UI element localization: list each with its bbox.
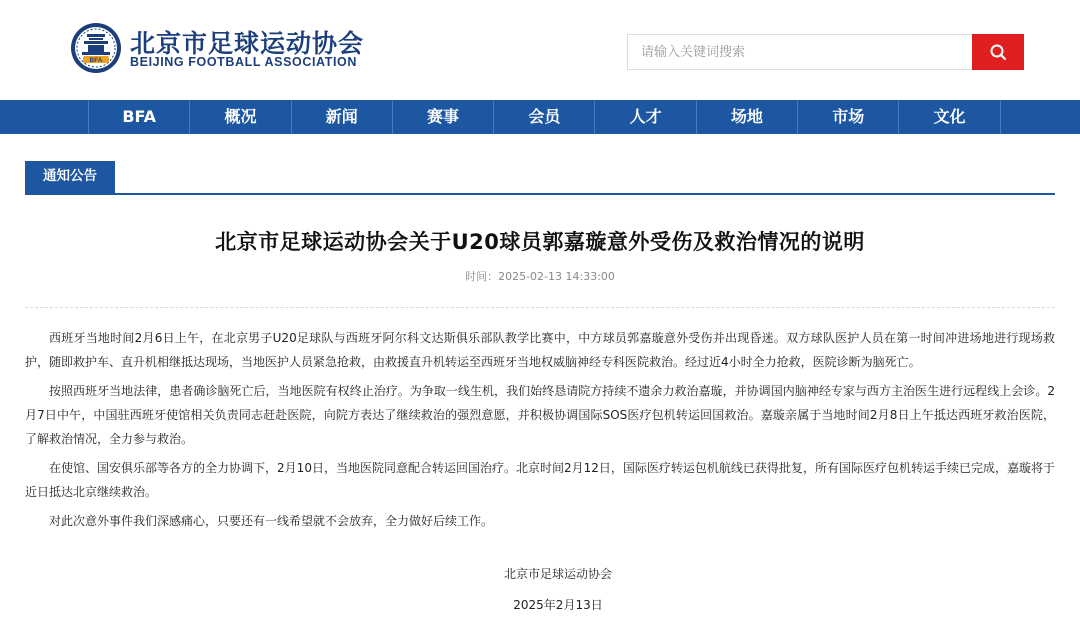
search-input[interactable] bbox=[627, 34, 973, 70]
nav-item-culture[interactable]: 文化 bbox=[899, 100, 1000, 134]
section-divider bbox=[25, 193, 1055, 195]
article-body bbox=[25, 326, 1055, 538]
article-title: 北京市足球运动协会关于U20球员郭嘉璇意外受伤及救治情况的说明 bbox=[215, 230, 865, 254]
search-button[interactable] bbox=[972, 34, 1024, 70]
nav-item-talent[interactable]: 人才 bbox=[595, 100, 696, 134]
logo-title-cn[interactable]: 北京市足球运动协会 bbox=[130, 29, 365, 58]
main-nav bbox=[0, 100, 1080, 134]
nav-item-bfa[interactable]: BFA bbox=[89, 100, 190, 134]
nav-item-market[interactable]: 市场 bbox=[798, 100, 899, 134]
nav-item-overview[interactable]: 概况 bbox=[190, 100, 291, 134]
logo-title-en[interactable]: BEIJING FOOTBALL ASSOCIATION bbox=[130, 55, 357, 69]
article-paragraph: 在使馆、国安俱乐部等各方的全力协调下，2月10日，当地医院同意配合转运回国治疗。北京时间2月12日，国际医疗转运包机航线已获得批复，所有国际医疗包机转运手续已完成，嘉璇将于近日抵达北京继续救治。 bbox=[25, 461, 1055, 499]
nav-item-members[interactable]: 会员 bbox=[494, 100, 595, 134]
title-divider bbox=[25, 307, 1055, 308]
bfa-emblem-icon[interactable] bbox=[70, 22, 122, 74]
article-paragraph: 西班牙当地时间2月6日上午，在北京男子U20足球队与西班牙阿尔科文达斯俱乐部队教学比赛中，中方球员郭嘉璇意外受伤并出现昏迷。双方球队医护人员在第一时间冲进场地进行现场救护，随即救护车、直升机相继抵达现场，当地医护人员紧急抢救，由救援直升机转运至西班牙当地权威脑神经专科医院救治。经过近4小时全力抢救，医院诊断为脑死亡。 bbox=[25, 331, 1055, 369]
article-timestamp: 时间：2025-02-13 14:33:00 bbox=[465, 270, 615, 283]
article-date: 2025年2月13日 bbox=[513, 598, 603, 612]
section-tab-notices[interactable]: 通知公告 bbox=[25, 161, 115, 194]
emblem-text: BFA bbox=[89, 57, 103, 64]
search-icon bbox=[989, 43, 1007, 61]
site-header bbox=[0, 0, 1080, 100]
nav-item-events[interactable]: 赛事 bbox=[393, 100, 494, 134]
nav-item-news[interactable]: 新闻 bbox=[292, 100, 393, 134]
nav-item-venues[interactable]: 场地 bbox=[697, 100, 798, 134]
article-paragraph: 按照西班牙当地法律，患者确诊脑死亡后，当地医院有权终止治疗。为争取一线生机，我们始终恳请院方持续不遗余力救治嘉璇，并协调国内脑神经专家与西方主治医生进行远程线上会诊。2月7日中午，中国驻西班牙使馆相关负责同志赶赴医院，向院方表达了继续救治的强烈意愿，并积极协调国际SOS医疗包机转运回国救治。嘉璇亲属于当地时间2月8日上午抵达西班牙救治医院，了解救治情况，全力参与救治。 bbox=[25, 384, 1055, 446]
article-signature: 北京市足球运动协会 bbox=[503, 567, 612, 581]
article-paragraph: 对此次意外事件我们深感痛心，只要还有一线希望就不会放弃，全力做好后续工作。 bbox=[49, 514, 494, 528]
